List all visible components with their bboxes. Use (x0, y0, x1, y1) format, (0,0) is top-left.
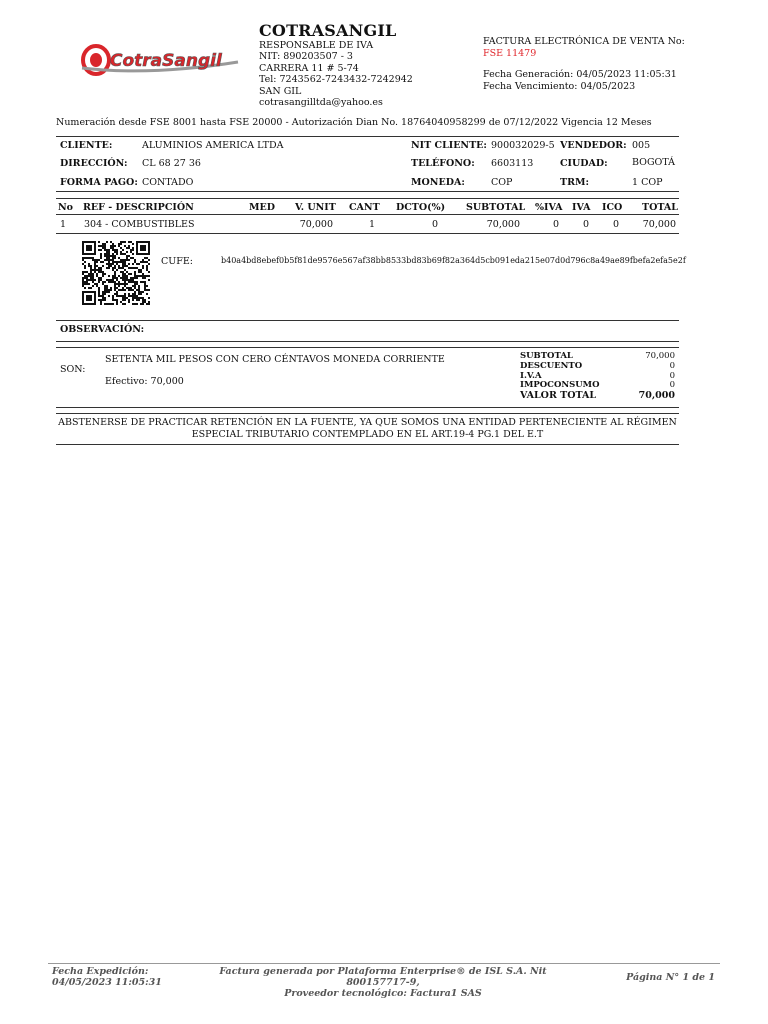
col-ico-header: ICO (602, 202, 623, 213)
company-line: NIT: 890203507 - 3 (259, 51, 353, 63)
descuento-label: DESCUENTO (520, 361, 583, 371)
fecha-expedicion-value: 04/05/2023 11:05:31 (52, 977, 162, 988)
trm-value: 1 COP (632, 177, 663, 188)
direccion-value: CL 68 27 36 (142, 158, 201, 169)
plataforma-line-1: Factura generada por Plataforma Enterprise® de ISL S.A. Nit 800157717-9, (219, 966, 547, 988)
divider (56, 214, 679, 215)
telefono-label: TELÉFONO: (411, 158, 475, 169)
son-label: SON: (60, 364, 86, 375)
divider (56, 233, 679, 234)
efectivo-text: Efectivo: 70,000 (105, 376, 184, 387)
row-vunit: 70,000 (299, 219, 333, 230)
col-ref-header: REF - DESCRIPCIÓN (83, 202, 194, 213)
divider (56, 444, 679, 445)
son-letras: SETENTA MIL PESOS CON CERO CÉNTAVOS MONEDA CORRIENTE (105, 354, 445, 365)
row-total: 70,000 (642, 219, 676, 230)
divider (56, 320, 679, 321)
col-iva-header: IVA (572, 202, 591, 213)
company-line: CARRERA 11 # 5-74 (259, 62, 359, 74)
col-subtotal-header: SUBTOTAL (466, 202, 526, 213)
divider (56, 136, 679, 137)
iva-value: 0 (669, 371, 675, 381)
vendedor-value: 005 (632, 140, 651, 151)
row-dcto: 0 (431, 219, 438, 230)
invoice-title: FACTURA ELECTRÓNICA DE VENTA No: (483, 36, 685, 47)
nit-value: 900032029-5 (491, 140, 555, 151)
plataforma-line-2: Proveedor tecnológico: Factura1 SAS (284, 988, 482, 999)
moneda-label: MONEDA: (411, 177, 465, 188)
ciudad-value: BOGOTÁ (632, 157, 676, 168)
company-email: cotrasangilltda@yahoo.es (259, 97, 383, 109)
vendedor-label: VENDEDOR: (560, 140, 627, 151)
subtotal-label: SUBTOTAL (520, 351, 573, 361)
divider (56, 413, 679, 414)
observacion-label: OBSERVACIÓN: (60, 324, 145, 335)
logo-text: CotraSangil (110, 51, 222, 71)
company-line: Tel: 7243562-7243432-7242942 (259, 74, 413, 86)
valor-total-label: VALOR TOTAL (520, 390, 597, 401)
col-dcto-header: DCTO(%) (396, 202, 446, 213)
subtotal-value: 70,000 (645, 351, 675, 361)
col-cant-header: CANT (349, 202, 380, 213)
row-ico: 0 (612, 219, 619, 230)
company-line: SAN GIL (259, 85, 302, 97)
numeracion-text: Numeración desde FSE 8001 hasta FSE 20000 - Autorización Dian No. 18764040958299 de 07/12/2022 Vigencia 12 Meses (56, 117, 652, 128)
fecha-expedicion-label: Fecha Expedición: (52, 966, 149, 977)
fecha-expedicion (52, 966, 162, 988)
telefono-value: 6603113 (491, 158, 534, 169)
retencion-notice: ABSTENERSE DE PRACTICAR RETENCIÓN EN LA FUENTE, YA QUE SOMOS UNA ENTIDAD PERTENECIENTE AL RÉGIMEN ESPECIAL TRIBUTARIO CONTEMPLADO EN EL ART.19-4 PG.1 DEL E.T (58, 417, 677, 440)
trm-label: TRM: (560, 177, 589, 188)
col-vunit-header: V. UNIT (295, 202, 336, 213)
cliente-value: ALUMINIOS AMERICA LTDA (142, 140, 284, 151)
company-info (259, 22, 413, 108)
ciudad-label: CIUDAD: (560, 158, 608, 169)
row-cant: 1 (368, 219, 375, 230)
fecha-vencimiento: Fecha Vencimiento: 04/05/2023 (483, 80, 636, 92)
valor-total-value: 70,000 (638, 390, 675, 401)
cufe-label: CUFE: (161, 256, 194, 267)
row-subtotal: 70,000 (486, 219, 520, 230)
forma-pago-label: FORMA PAGO: (60, 177, 138, 188)
company-logo (70, 40, 242, 80)
impoconsumo-value: 0 (669, 380, 675, 390)
direccion-label: DIRECCIÓN: (60, 158, 128, 169)
impoconsumo-label: IMPOCONSUMO (520, 380, 600, 390)
cufe-value: b40a4bd8ebef0b5f81de9576e567af38bb8533bd83b69f82a364d5cb091eda215e07d0d796c8a49ae89fbefa2efa5e2f (221, 256, 686, 265)
iva-label: I.V.A (520, 371, 542, 381)
footer-divider (48, 963, 720, 964)
row-no: 1 (60, 219, 67, 230)
invoice-info (483, 36, 685, 92)
col-piva-header: %IVA (535, 202, 563, 213)
divider (56, 191, 679, 192)
row-ref: 304 - COMBUSTIBLES (84, 219, 195, 230)
col-med-header: MED (249, 202, 275, 213)
descuento-value: 0 (669, 361, 675, 371)
divider (56, 198, 679, 199)
divider (56, 341, 679, 342)
col-no-header: No (58, 202, 74, 213)
col-total-header: TOTAL (642, 202, 678, 213)
row-piva: 0 (552, 219, 559, 230)
divider (56, 347, 679, 348)
plataforma-text (190, 966, 576, 999)
forma-pago-value: CONTADO (142, 177, 194, 188)
company-name: COTRASANGIL (259, 21, 397, 40)
row-iva: 0 (582, 219, 589, 230)
cliente-label: CLIENTE: (60, 140, 113, 151)
page-number: Página N° 1 de 1 (626, 972, 715, 983)
moneda-value: COP (491, 177, 513, 188)
invoice-number: FSE 11479 (483, 47, 537, 59)
nit-label: NIT CLIENTE: (411, 140, 487, 151)
qr-code (82, 241, 150, 305)
fecha-generacion: Fecha Generación: 04/05/2023 11:05:31 (483, 69, 677, 81)
company-line: RESPONSABLE DE IVA (259, 40, 374, 51)
divider (56, 407, 679, 408)
